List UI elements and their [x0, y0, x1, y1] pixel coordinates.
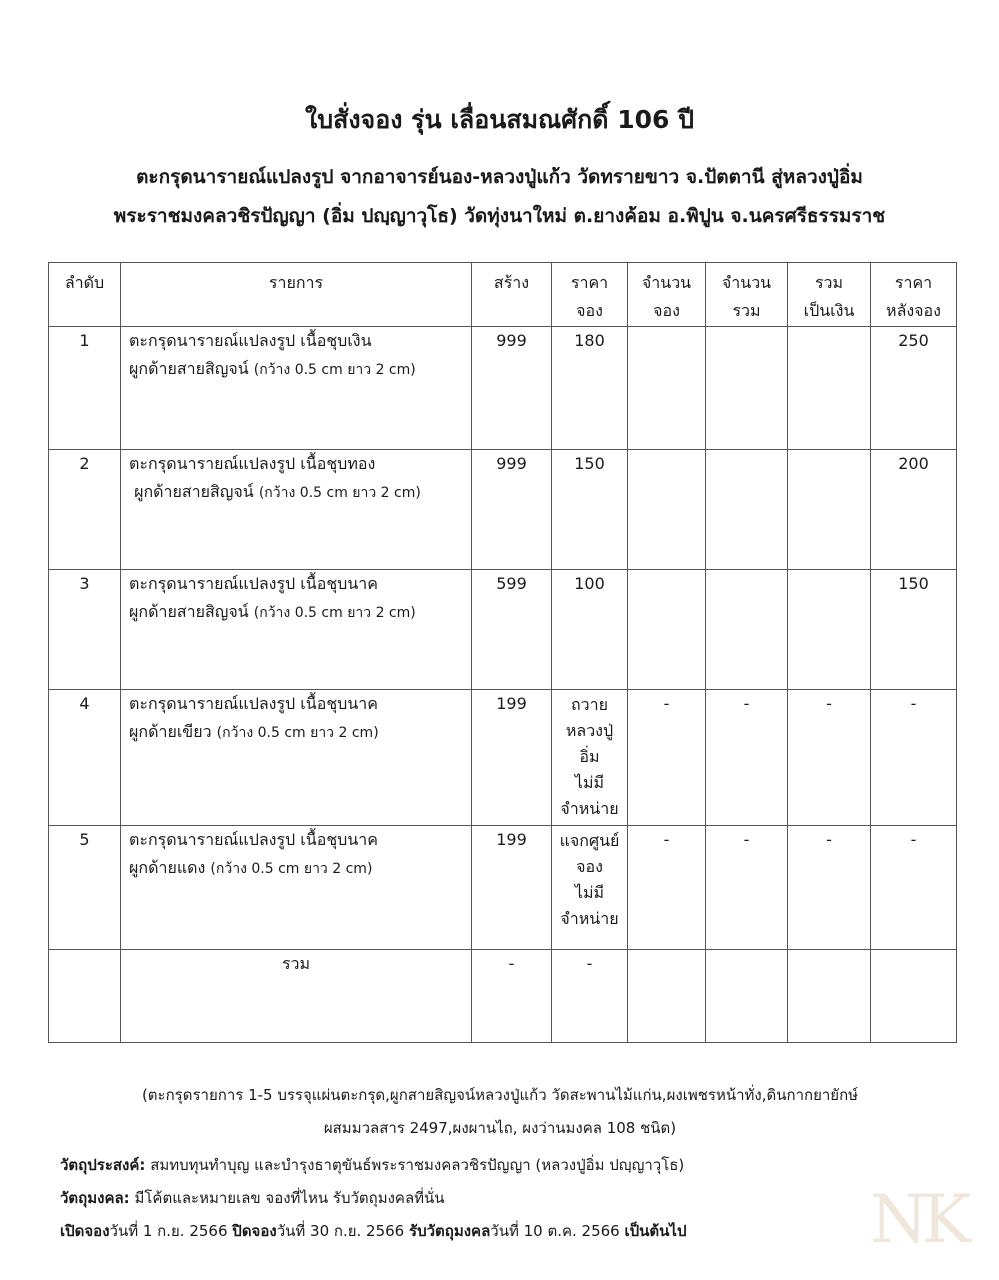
row-made: 199 [472, 690, 552, 826]
row-no: 3 [49, 570, 121, 690]
header-no: ลำดับ [49, 263, 121, 327]
watermark-logo: NK [870, 1181, 966, 1258]
row-price-note: ถวาย หลวงปู่ อิ่ม ไม่มี จำหน่าย [552, 690, 628, 826]
document-title: ใบสั่งจอง รุ่น เลื่อนสมณศักดิ์ 106 ปี [305, 105, 694, 134]
row-price-after: - [871, 826, 957, 950]
row-price-after: - [871, 690, 957, 826]
header-total-qty: จำนวน รวม [706, 263, 788, 327]
header-made: สร้าง [472, 263, 552, 327]
summary-no [49, 950, 121, 1043]
row-total-qty [706, 570, 788, 690]
purpose-label: วัตถุประสงค์: [60, 1156, 146, 1174]
row-total-amount [788, 450, 871, 570]
row-qty: - [628, 826, 706, 950]
summary-total-qty [706, 950, 788, 1043]
row-price: 100 [552, 570, 628, 690]
row-made: 999 [472, 327, 552, 450]
row-price-note: แจกศูนย์ จอง ไม่มี จำหน่าย [552, 826, 628, 950]
header-item: รายการ [121, 263, 472, 327]
amulet-label: วัตถุมงคล: [60, 1189, 130, 1207]
table-row [49, 570, 957, 690]
row-made: 199 [472, 826, 552, 950]
amulet-text: มีโค้ตและหมายเลข จองที่ไหน รับวัตถุมงคลที่นั่น [134, 1189, 445, 1207]
row-qty [628, 450, 706, 570]
note-line-2: ผสมมวลสาร 2497,ผงผานไถ, ผงว่านมงคล 108 ชนิด) [323, 1119, 677, 1137]
row-no: 1 [49, 327, 121, 450]
row-total-amount: - [788, 826, 871, 950]
header-qty: จำนวน จอง [628, 263, 706, 327]
header-price-after: ราคา หลังจอง [871, 263, 957, 327]
row-item: ตะกรุดนารายณ์แปลงรูป เนื้อชุบเงิน ผูกด้ายสายสิญจน์ (กว้าง 0.5 cm ยาว 2 cm) [121, 327, 472, 450]
receive-label: รับวัตถุมงคล [409, 1222, 491, 1240]
summary-made: - [472, 950, 552, 1043]
row-no: 2 [49, 450, 121, 570]
row-price-after: 200 [871, 450, 957, 570]
summary-total-amount [788, 950, 871, 1043]
row-item: ตะกรุดนารายณ์แปลงรูป เนื้อชุบนาค ผูกด้ายแดง (กว้าง 0.5 cm ยาว 2 cm) [121, 826, 472, 950]
row-item: ตะกรุดนารายณ์แปลงรูป เนื้อชุบนาค ผูกด้ายเขียว (กว้าง 0.5 cm ยาว 2 cm) [121, 690, 472, 826]
receive-date: วันที่ 10 ต.ค. 2566 [490, 1222, 620, 1240]
row-qty [628, 327, 706, 450]
summary-price-after [871, 950, 957, 1043]
row-item: ตะกรุดนารายณ์แปลงรูป เนื้อชุบทอง ผูกด้ายสายสิญจน์ (กว้าง 0.5 cm ยาว 2 cm) [121, 450, 472, 570]
order-table [48, 262, 957, 1043]
subtitle-line-2: พระราชมงคลวชิรปัญญา (อิ่ม ปญฺญาวุโธ) วัดทุ่งนาใหม่ ต.ยางค้อม อ.พิปูน จ.นครศรีธรรมราช [113, 205, 886, 227]
close-label: ปิดจอง [232, 1222, 277, 1240]
open-label: เปิดจอง [60, 1222, 110, 1240]
row-total-qty: - [706, 690, 788, 826]
amulet-line [60, 1182, 940, 1215]
purpose-line [60, 1149, 940, 1182]
row-total-qty [706, 450, 788, 570]
table-row [49, 826, 957, 950]
close-date: วันที่ 30 ก.ย. 2566 [276, 1222, 405, 1240]
row-item: ตะกรุดนารายณ์แปลงรูป เนื้อชุบนาค ผูกด้ายสายสิญจน์ (กว้าง 0.5 cm ยาว 2 cm) [121, 570, 472, 690]
row-qty [628, 570, 706, 690]
header-price: ราคา จอง [552, 263, 628, 327]
onward-text: เป็นต้นไป [624, 1222, 687, 1240]
table-row [49, 327, 957, 450]
row-price-after: 250 [871, 327, 957, 450]
row-no: 4 [49, 690, 121, 826]
row-total-qty: - [706, 826, 788, 950]
summary-qty [628, 950, 706, 1043]
row-price: 180 [552, 327, 628, 450]
header-total-amount: รวม เป็นเงิน [788, 263, 871, 327]
dates-line [60, 1215, 940, 1248]
purpose-text: สมทบทุนทำบุญ และบำรุงธาตุขันธ์พระราชมงคลวชิรปัญญา (หลวงปู่อิ่ม ปญฺญาวุโธ) [150, 1156, 685, 1174]
row-total-qty [706, 327, 788, 450]
row-no: 5 [49, 826, 121, 950]
summary-row [49, 950, 957, 1043]
row-qty: - [628, 690, 706, 826]
table-row [49, 450, 957, 570]
table-header-row [49, 263, 957, 327]
summary-price: - [552, 950, 628, 1043]
row-price-after: 150 [871, 570, 957, 690]
note-line-1: (ตะกรุดรายการ 1-5 บรรจุแผ่นตะกรุด,ผูกสายสิญจน์หลวงปู่แก้ว วัดสะพานไม้แก่น,ผงเพชรหน้าทั่ง,ดินกากยายักษ์ [141, 1086, 859, 1104]
subtitle-line-1: ตะกรุดนารายณ์แปลงรูป จากอาจารย์นอง-หลวงปู่แก้ว วัดทรายขาว จ.ปัตตานี สู่หลวงปู่อิ่ม [136, 166, 863, 188]
row-made: 599 [472, 570, 552, 690]
row-total-amount [788, 570, 871, 690]
summary-label: รวม [121, 950, 472, 1043]
row-made: 999 [472, 450, 552, 570]
open-date: วันที่ 1 ก.ย. 2566 [109, 1222, 228, 1240]
row-price: 150 [552, 450, 628, 570]
row-total-amount: - [788, 690, 871, 826]
row-total-amount [788, 327, 871, 450]
table-row [49, 690, 957, 826]
